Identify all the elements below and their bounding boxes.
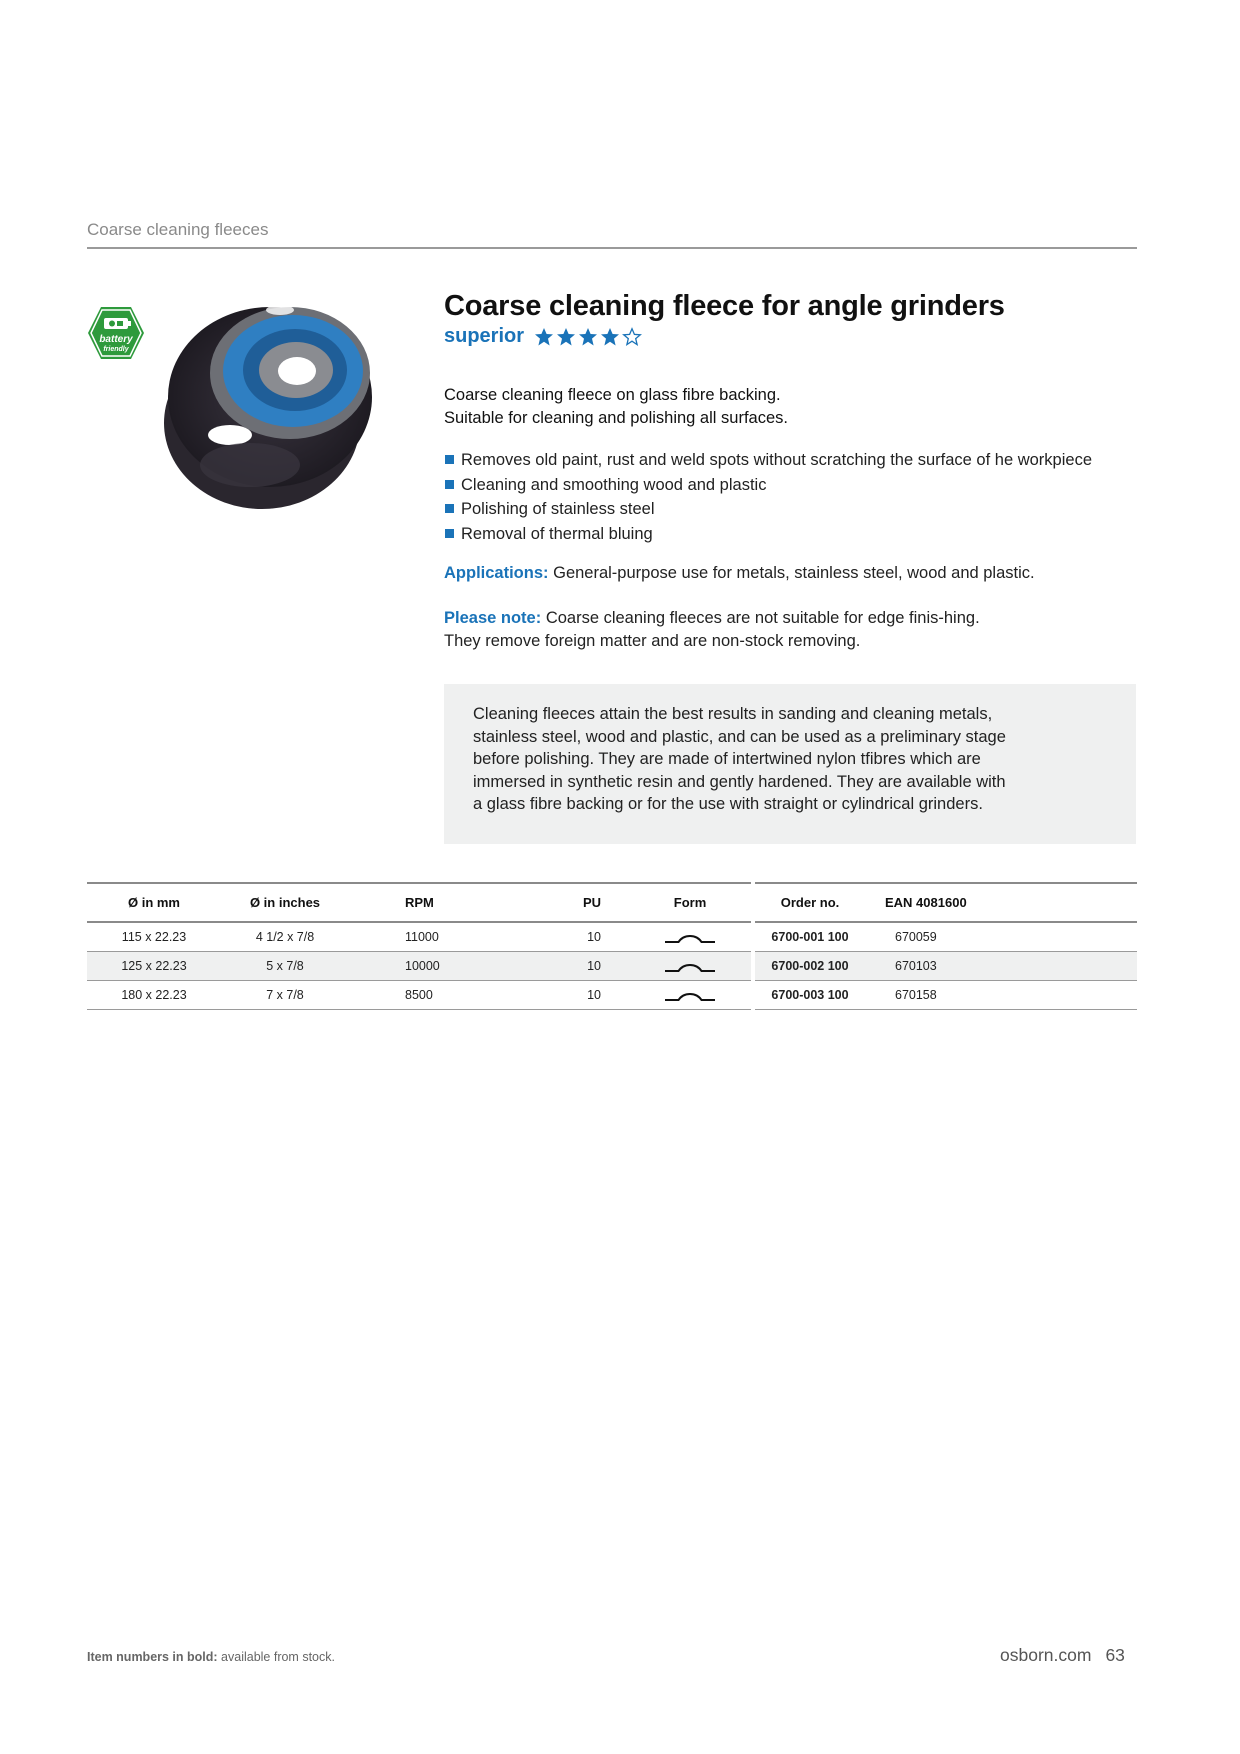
depressed-center-disc-icon bbox=[664, 990, 716, 1002]
footer-note-text: available from stock. bbox=[217, 1650, 335, 1664]
applications-text: General-purpose use for metals, stainless steel, wood and plastic. bbox=[553, 564, 1035, 582]
cell-mm: 125 x 22.23 bbox=[87, 952, 221, 981]
product-title: Coarse cleaning fleece for angle grinders bbox=[444, 290, 1005, 322]
product-image bbox=[150, 275, 400, 525]
spec-table bbox=[87, 882, 1137, 1010]
table-row bbox=[87, 952, 1137, 981]
info-box bbox=[444, 684, 1136, 844]
battery-plug-icon bbox=[86, 306, 146, 360]
feature-text: Removes old paint, rust and weld spots without scratching the surface of he workpiece bbox=[461, 451, 1092, 469]
col-header-inches: Ø in inches bbox=[221, 883, 349, 922]
feature-item bbox=[444, 473, 1092, 498]
feature-text: Cleaning and smoothing wood and plastic bbox=[461, 475, 767, 494]
page-number: 63 bbox=[1105, 1645, 1125, 1665]
feature-text: Removal of thermal bluing bbox=[461, 524, 653, 543]
info-line: immersed in synthetic resin and gently hardened. They are available with bbox=[473, 772, 1006, 791]
cell-empty bbox=[1001, 922, 1137, 952]
cell-mm: 115 x 22.23 bbox=[87, 922, 221, 952]
info-line: stainless steel, wood and plastic, and can be used as a preliminary stage bbox=[473, 727, 1006, 746]
info-line: before polishing. They are made of intertwined nylon tfibres which are bbox=[473, 750, 981, 769]
bullet-square-icon bbox=[445, 480, 454, 489]
battery-friendly-badge bbox=[86, 306, 146, 360]
footer-note-bold: Item numbers in bold: bbox=[87, 1650, 218, 1664]
note-label: Please note: bbox=[444, 609, 542, 627]
cell-form bbox=[629, 922, 751, 952]
site-link[interactable]: osborn.com bbox=[1000, 1645, 1092, 1665]
cell-rpm: 11000 bbox=[349, 922, 489, 952]
col-header-pu: PU bbox=[489, 883, 629, 922]
bullet-square-icon bbox=[445, 504, 454, 513]
star-filled-icon bbox=[556, 327, 576, 347]
col-header-ean: EAN 4081600 bbox=[865, 883, 1001, 922]
cell-empty bbox=[1001, 981, 1137, 1010]
footer-site bbox=[1000, 1645, 1125, 1666]
cell-order-no: 6700-002 100 bbox=[755, 952, 865, 981]
cell-inches: 7 x 7/8 bbox=[221, 981, 349, 1010]
rating-stars bbox=[534, 327, 642, 347]
applications-label: Applications: bbox=[444, 564, 549, 582]
star-filled-icon bbox=[578, 327, 598, 347]
cell-ean: 670103 bbox=[865, 952, 1001, 981]
intro-line: Suitable for cleaning and polishing all surfaces. bbox=[444, 409, 788, 427]
cell-empty bbox=[1001, 952, 1137, 981]
bullet-square-icon bbox=[445, 529, 454, 538]
star-filled-icon bbox=[600, 327, 620, 347]
cell-ean: 670158 bbox=[865, 981, 1001, 1010]
please-note bbox=[444, 607, 1004, 653]
col-header-order: Order no. bbox=[755, 883, 865, 922]
cell-pu: 10 bbox=[489, 981, 629, 1010]
cell-inches: 5 x 7/8 bbox=[221, 952, 349, 981]
col-header-rpm: RPM bbox=[349, 883, 489, 922]
info-line: Cleaning fleeces attain the best results in sanding and cleaning metals, bbox=[473, 705, 993, 723]
product-intro bbox=[444, 384, 788, 430]
feature-text: Polishing of stainless steel bbox=[461, 500, 655, 518]
table-row bbox=[87, 922, 1137, 952]
info-line: a glass fibre backing or for the use with straight or cylindrical grinders. bbox=[473, 795, 983, 814]
badge-line2: friendly bbox=[103, 346, 129, 353]
feature-item bbox=[444, 497, 1092, 522]
section-divider bbox=[87, 247, 1137, 249]
bullet-square-icon bbox=[445, 455, 454, 464]
table-row bbox=[87, 981, 1137, 1010]
feature-list bbox=[444, 448, 1092, 546]
cell-rpm: 8500 bbox=[349, 981, 489, 1010]
cell-ean: 670059 bbox=[865, 922, 1001, 952]
cell-rpm: 10000 bbox=[349, 952, 489, 981]
cell-form bbox=[629, 981, 751, 1010]
applications bbox=[444, 562, 1144, 585]
col-header-form: Form bbox=[629, 883, 751, 922]
cell-order-no: 6700-001 100 bbox=[755, 922, 865, 952]
section-label: Coarse cleaning fleeces bbox=[87, 220, 269, 239]
depressed-center-disc-icon bbox=[664, 961, 716, 973]
info-box-text bbox=[473, 703, 1073, 816]
depressed-center-disc-icon bbox=[664, 932, 716, 944]
feature-item bbox=[444, 522, 1092, 547]
footer-stock-note bbox=[87, 1650, 335, 1664]
quality-rating bbox=[444, 325, 642, 348]
cell-mm: 180 x 22.23 bbox=[87, 981, 221, 1010]
feature-item bbox=[444, 448, 1092, 473]
cell-order-no: 6700-003 100 bbox=[755, 981, 865, 1010]
cell-pu: 10 bbox=[489, 922, 629, 952]
cell-pu: 10 bbox=[489, 952, 629, 981]
cell-form bbox=[629, 952, 751, 981]
note-text: Coarse cleaning fleeces are not suitable for edge finis-hing. They remove foreign matter and are non-stock removing. bbox=[444, 609, 980, 650]
intro-line: Coarse cleaning fleece on glass fibre backing. bbox=[444, 386, 781, 404]
cell-inches: 4 1/2 x 7/8 bbox=[221, 922, 349, 952]
table-header-row bbox=[87, 883, 1137, 922]
star-empty-icon bbox=[622, 327, 642, 347]
quality-label: superior bbox=[444, 325, 525, 347]
star-filled-icon bbox=[534, 327, 554, 347]
badge-line1: battery bbox=[99, 334, 133, 345]
col-header-mm: Ø in mm bbox=[87, 883, 221, 922]
col-header-empty bbox=[1001, 883, 1137, 922]
